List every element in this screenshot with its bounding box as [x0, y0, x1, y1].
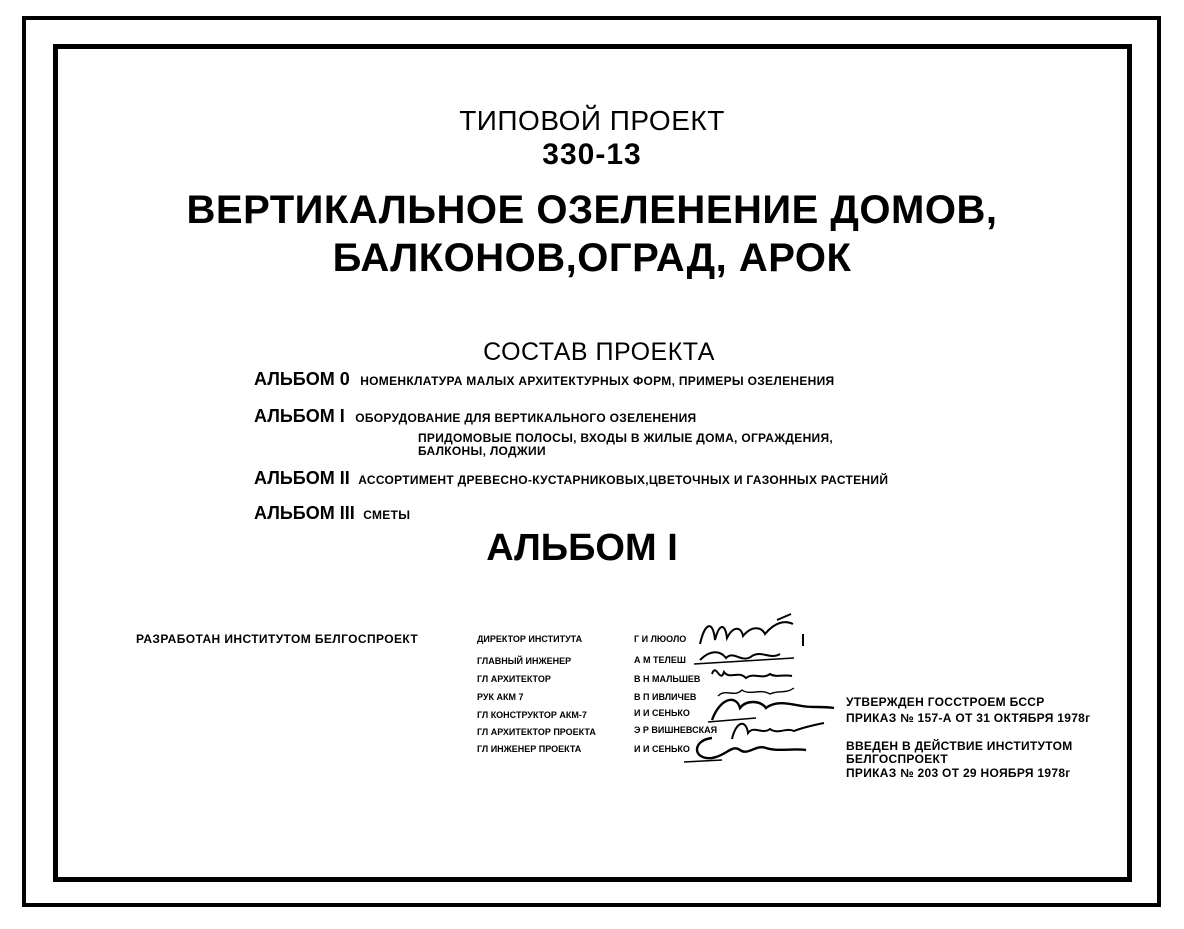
person-4: В П ИВЛИЧЕВ — [634, 692, 697, 702]
album-2-name: АЛЬБОМ II — [254, 468, 350, 488]
person-7: И И СЕНЬКО — [634, 744, 690, 754]
person-5: И И СЕНЬКО — [634, 708, 690, 718]
album-0-row — [254, 369, 834, 390]
position-3: ГЛ АРХИТЕКТОР — [477, 674, 551, 684]
composition-heading: СОСТАВ ПРОЕКТА — [483, 338, 715, 366]
project-number: 330-13 — [542, 138, 642, 171]
person-3: В Н МАЛЬШЕВ — [634, 674, 701, 684]
person-6: Э Р ВИШНЕВСКАЯ — [634, 725, 718, 735]
position-6: ГЛ АРХИТЕКТОР ПРОЕКТА — [477, 727, 596, 737]
album-3-name: АЛЬБОМ III — [254, 503, 355, 523]
album-1-desc-3: БАЛКОНЫ, ЛОДЖИИ — [418, 444, 546, 458]
developer-text: РАЗРАБОТАН ИНСТИТУТОМ БЕЛГОСПРОЕКТ — [136, 632, 419, 646]
position-7: ГЛ ИНЖЕНЕР ПРОЕКТА — [477, 744, 582, 754]
album-1-name: АЛЬБОМ I — [254, 406, 345, 426]
album-1-row — [254, 406, 697, 427]
album-1-desc: ОБОРУДОВАНИЕ ДЛЯ ВЕРТИКАЛЬНОГО ОЗЕЛЕНЕНИЯ — [355, 411, 697, 425]
album-2-desc: АССОРТИМЕНТ ДРЕВЕСНО-КУСТАРНИКОВЫХ,ЦВЕТОЧНЫХ И ГАЗОННЫХ РАСТЕНИЙ — [358, 473, 889, 487]
album-1-desc-2: ПРИДОМОВЫЕ ПОЛОСЫ, ВХОДЫ В ЖИЛЫЕ ДОМА, ОГРАЖДЕНИЯ, — [418, 431, 834, 445]
signature-project-engineer — [682, 730, 822, 764]
approval-line-3: ВВЕДЕН В ДЕЙСТВИЕ ИНСТИТУТОМ — [846, 739, 1073, 753]
approval-line-1: УТВЕРЖДЕН ГОССТРОЕМ БССР — [846, 695, 1045, 709]
position-2: ГЛАВНЫЙ ИНЖЕНЕР — [477, 656, 572, 666]
person-1: Г И ЛЮОЛО — [634, 634, 687, 644]
album-3-desc: СМЕТЫ — [363, 508, 411, 522]
approval-line-5: ПРИКАЗ № 203 ОТ 29 НОЯБРЯ 1978г — [846, 766, 1071, 780]
album-0-desc: НОМЕНКЛАТУРА МАЛЫХ АРХИТЕКТУРНЫХ ФОРМ, ПРИМЕРЫ ОЗЕЛЕНЕНИЯ — [360, 374, 835, 388]
album-2-row — [254, 468, 888, 489]
title-line-1: ВЕРТИКАЛЬНОЕ ОЗЕЛЕНЕНИЕ ДОМОВ, — [186, 188, 998, 232]
title-line-2: БАЛКОНОВ,ОГРАД, АРОК — [332, 236, 852, 280]
position-1: ДИРЕКТОР ИНСТИТУТА — [477, 634, 583, 644]
approval-line-4: БЕЛГОСПРОЕКТ — [846, 752, 949, 766]
album-0-name: АЛЬБОМ 0 — [254, 369, 350, 389]
album-3-row — [254, 503, 410, 524]
person-2: А М ТЕЛЕШ — [634, 655, 686, 665]
approval-line-2: ПРИКАЗ № 157-А ОТ 31 ОКТЯБРЯ 1978г — [846, 711, 1091, 725]
current-album: АЛЬБОМ I — [486, 527, 678, 569]
position-4: РУК АКМ 7 — [477, 692, 524, 702]
project-type: ТИПОВОЙ ПРОЕКТ — [459, 105, 725, 136]
position-5: ГЛ КОНСТРУКТОР АКМ-7 — [477, 710, 587, 720]
